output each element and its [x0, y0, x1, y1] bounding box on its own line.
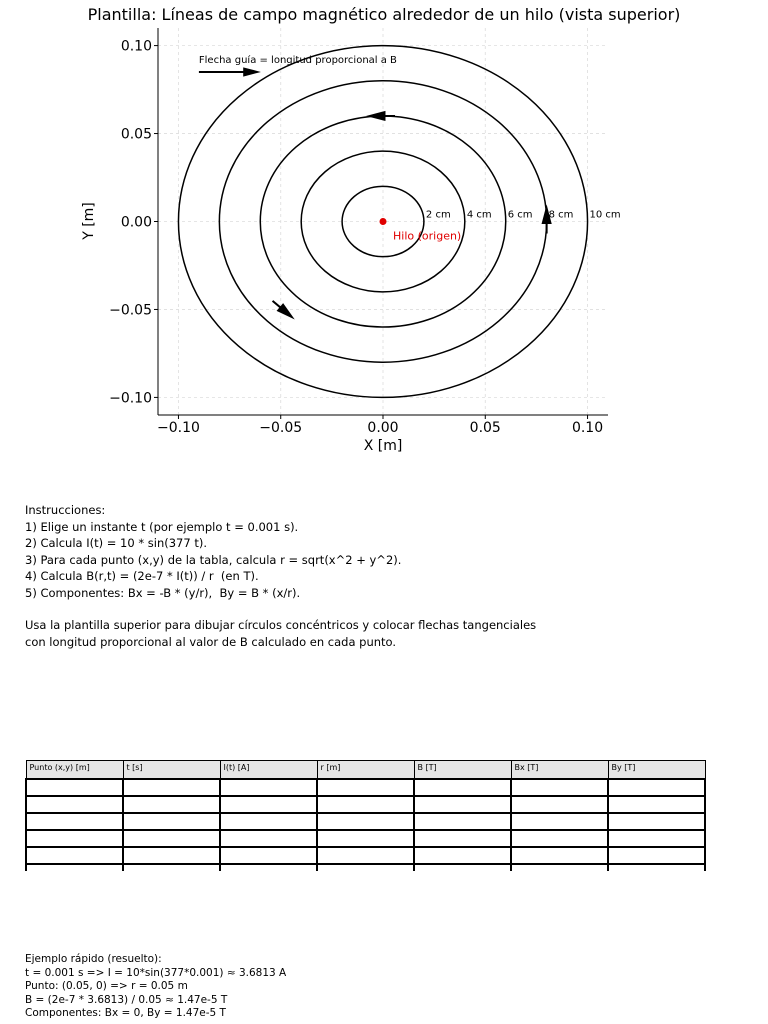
- table-cell[interactable]: [26, 813, 123, 830]
- table-cell[interactable]: [317, 864, 414, 871]
- example-line-3: B = (2e-7 * 3.6813) / 0.05 ≈ 1.47e-5 T: [25, 993, 228, 1006]
- table-cell[interactable]: [220, 864, 317, 871]
- table-cell[interactable]: [414, 830, 511, 847]
- table-cell[interactable]: [317, 813, 414, 830]
- table-row: [26, 779, 705, 796]
- table-cell[interactable]: [414, 796, 511, 813]
- table-cell[interactable]: [608, 864, 705, 871]
- table-cell[interactable]: [414, 847, 511, 864]
- field-arrow-head-2: [366, 111, 385, 121]
- table-cell[interactable]: [317, 796, 414, 813]
- table-cell[interactable]: [123, 864, 220, 871]
- usage-text: [25, 617, 745, 650]
- table-cell[interactable]: [608, 830, 705, 847]
- table-header-cell: By [T]: [608, 761, 705, 780]
- table-header-cell: r [m]: [317, 761, 414, 780]
- table-cell[interactable]: [123, 830, 220, 847]
- table-cell[interactable]: [123, 813, 220, 830]
- table-cell[interactable]: [414, 779, 511, 796]
- table-cell[interactable]: [511, 813, 608, 830]
- x-axis-label: X [m]: [363, 438, 403, 454]
- guide-arrow-head: [243, 67, 261, 76]
- table-cell[interactable]: [511, 847, 608, 864]
- table-row: [26, 813, 705, 830]
- example-block: [25, 953, 745, 1021]
- y-tick-label-4: 0.10: [120, 38, 152, 55]
- table-row: [26, 847, 705, 864]
- table-cell[interactable]: [608, 779, 705, 796]
- table-cell[interactable]: [608, 813, 705, 830]
- data-table: [25, 760, 706, 871]
- table-cell[interactable]: [220, 779, 317, 796]
- example-line-0: Ejemplo rápido (resuelto):: [25, 953, 162, 965]
- usage-line-1: con longitud proporcional al valor de B calculado en cada punto.: [25, 634, 397, 649]
- field-lines-chart: [0, 0, 768, 470]
- example-line-1: t = 0.001 s => I = 10*sin(377*0.001) ≈ 3.6813 A: [25, 966, 287, 979]
- table-cell[interactable]: [123, 796, 220, 813]
- table-cell[interactable]: [317, 847, 414, 864]
- table-cell[interactable]: [26, 796, 123, 813]
- table-body: [26, 779, 705, 871]
- table-cell[interactable]: [220, 830, 317, 847]
- usage-line-0: Usa la plantilla superior para dibujar círculos concéntricos y colocar flechas tangenciales: [25, 618, 537, 632]
- circle-label-1: 2 cm: [425, 209, 451, 221]
- table-cell[interactable]: [123, 779, 220, 796]
- instructions-line-1: 1) Elige un instante t (por ejemplo t = 0.001 s).: [25, 519, 299, 534]
- y-tick-label-2: 0.00: [120, 214, 152, 231]
- instructions-block: [25, 502, 745, 602]
- wire-dot: [380, 218, 387, 225]
- example-line-4: Componentes: Bx = 0, By = 1.47e-5 T: [25, 1007, 226, 1019]
- table-cell[interactable]: [220, 847, 317, 864]
- x-tick-label-0: −0.10: [157, 420, 200, 436]
- table-cell[interactable]: [220, 796, 317, 813]
- table-cell[interactable]: [220, 813, 317, 830]
- table-header-cell: B [T]: [414, 761, 511, 780]
- y-tick-label-1: −0.05: [109, 302, 152, 319]
- wire-label: Hilo (origen): [393, 229, 462, 243]
- table-cell[interactable]: [511, 779, 608, 796]
- x-tick-label-4: 0.10: [571, 420, 604, 436]
- y-tick-label-0: −0.10: [109, 390, 152, 407]
- table-row: [26, 830, 705, 847]
- instructions-line-3: 3) Para cada punto (x,y) de la tabla, calcula r = sqrt(x^2 + y^2).: [25, 552, 402, 567]
- y-axis-label: Y [m]: [81, 202, 97, 240]
- table-header-row: [26, 761, 705, 780]
- instructions-line-0: Instrucciones:: [25, 503, 106, 517]
- table-cell[interactable]: [26, 864, 123, 871]
- circle-label-5: 10 cm: [589, 209, 621, 221]
- table-header-cell: I(t) [A]: [220, 761, 317, 780]
- example-line-2: Punto: (0.05, 0) => r = 0.05 m: [25, 980, 188, 992]
- instructions-line-2: 2) Calcula I(t) = 10 * sin(377 t).: [25, 536, 207, 551]
- table-cell[interactable]: [511, 864, 608, 871]
- table-cell[interactable]: [26, 830, 123, 847]
- table-cell[interactable]: [123, 847, 220, 864]
- y-tick-label-3: 0.05: [120, 126, 152, 143]
- table-row: [26, 864, 705, 871]
- table-cell[interactable]: [317, 830, 414, 847]
- circle-label-4: 8 cm: [548, 209, 574, 221]
- x-tick-label-1: −0.05: [259, 420, 303, 436]
- table-cell[interactable]: [317, 779, 414, 796]
- x-tick-label-2: 0.00: [367, 420, 399, 436]
- circle-labels: [426, 210, 621, 221]
- guide-text: Flecha guía = longitud proporcional a B: [198, 54, 397, 66]
- table-cell[interactable]: [511, 830, 608, 847]
- table-cell[interactable]: [414, 813, 511, 830]
- guide-arrow: [199, 54, 397, 77]
- table-header-cell: t [s]: [123, 761, 220, 780]
- x-tick-label-3: 0.05: [469, 420, 501, 436]
- table-cell[interactable]: [608, 796, 705, 813]
- table-cell[interactable]: [26, 847, 123, 864]
- circle-label-2: 4 cm: [466, 209, 492, 221]
- instructions-line-4: 4) Calcula B(r,t) = (2e-7 * I(t)) / r (en T).: [25, 569, 259, 584]
- table-cell[interactable]: [26, 779, 123, 796]
- table-cell[interactable]: [414, 864, 511, 871]
- table-row: [26, 796, 705, 813]
- circle-label-3: 6 cm: [507, 209, 533, 221]
- table-header-cell: Bx [T]: [511, 761, 608, 780]
- table-header-cell: Punto (x,y) [m]: [26, 761, 123, 780]
- chart-title: Plantilla: Líneas de campo magnético alrededor de un hilo (vista superior): [87, 5, 681, 24]
- table-cell[interactable]: [511, 796, 608, 813]
- table-cell[interactable]: [608, 847, 705, 864]
- instructions-line-5: 5) Componentes: Bx = -B * (y/r), By = B * (x/r).: [25, 585, 301, 600]
